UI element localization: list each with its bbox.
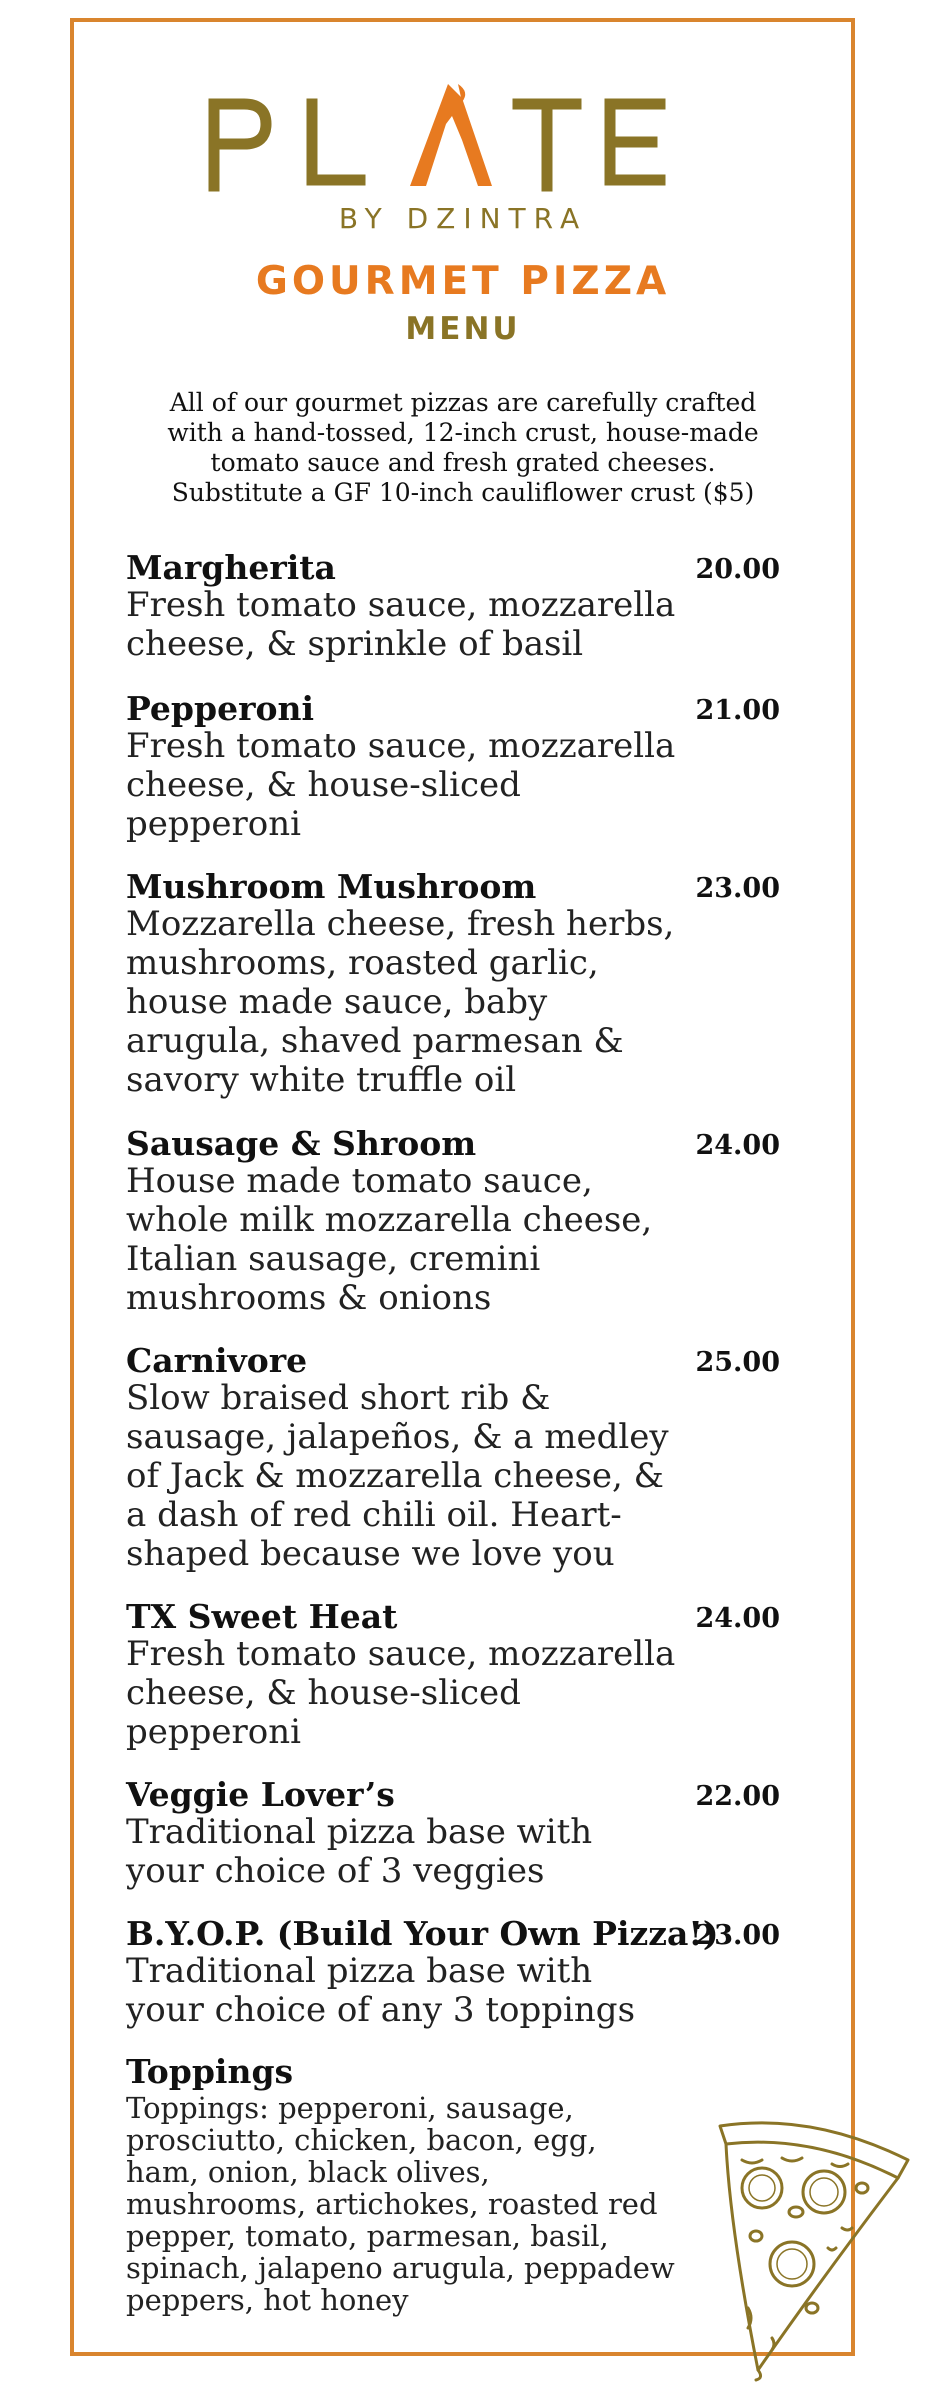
toppings-line: mushrooms, artichokes, roasted red bbox=[126, 2187, 658, 2221]
item-name: Veggie Lover’s bbox=[126, 1775, 395, 1814]
item-description bbox=[126, 1635, 726, 1752]
description-line: Fresh tomato sauce, mozzarella bbox=[126, 585, 676, 625]
description-line: whole milk mozzarella cheese, bbox=[126, 1200, 653, 1240]
toppings-list bbox=[126, 2092, 706, 2316]
item-price: 23.00 bbox=[695, 873, 780, 904]
intro-line: tomato sauce and fresh grated cheeses. bbox=[210, 448, 716, 477]
item-name: Mushroom Mushroom bbox=[126, 867, 537, 906]
description-line: Fresh tomato sauce, mozzarella bbox=[126, 726, 676, 766]
description-line: pepperoni bbox=[126, 1712, 302, 1752]
item-name: TX Sweet Heat bbox=[126, 1597, 398, 1636]
description-line: mushrooms & onions bbox=[126, 1278, 492, 1318]
menu-title: GOURMET PIZZA bbox=[255, 259, 671, 304]
description-line: shaped because we love you bbox=[126, 1534, 615, 1574]
description-line: Mozzarella cheese, fresh herbs, bbox=[126, 904, 675, 944]
description-line: House made tomato sauce, bbox=[126, 1161, 593, 1201]
description-line: Italian sausage, cremini bbox=[126, 1239, 541, 1279]
description-line: Traditional pizza base with bbox=[126, 1812, 593, 1852]
toppings-line: pepper, tomato, parmesan, basil, bbox=[126, 2219, 609, 2253]
description-line: house made sauce, baby bbox=[126, 982, 548, 1022]
description-line: of Jack & mozzarella cheese, & bbox=[126, 1456, 664, 1496]
toppings-line: Toppings: pepperoni, sausage, bbox=[126, 2091, 574, 2125]
item-price: 20.00 bbox=[695, 554, 780, 585]
description-line: savory white truffle oil bbox=[126, 1060, 517, 1100]
menu-subtitle: MENU bbox=[405, 311, 521, 347]
item-price: 22.00 bbox=[695, 1781, 780, 1812]
item-price: 21.00 bbox=[695, 695, 780, 726]
description-line: cheese, & house-sliced bbox=[126, 1673, 521, 1713]
description-line: sausage, jalapeños, & a medley bbox=[126, 1417, 669, 1457]
menu-intro bbox=[110, 388, 816, 508]
description-line: mushrooms, roasted garlic, bbox=[126, 943, 599, 983]
description-line: pepperoni bbox=[126, 804, 302, 844]
item-price: 23.00 bbox=[695, 1920, 780, 1951]
item-description bbox=[126, 586, 726, 664]
intro-line: All of our gourmet pizzas are carefully crafted bbox=[169, 388, 757, 417]
item-description bbox=[126, 727, 726, 844]
brand-byline: BY DZINTRA bbox=[338, 202, 588, 235]
description-line: Slow braised short rib & bbox=[126, 1378, 551, 1418]
item-name: Sausage & Shroom bbox=[126, 1124, 477, 1163]
toppings-title: Toppings bbox=[126, 2052, 294, 2091]
item-price: 24.00 bbox=[695, 1130, 780, 1161]
plate-logo bbox=[200, 80, 726, 192]
description-line: Traditional pizza base with bbox=[126, 1951, 593, 1991]
item-name: B.Y.O.P. (Build Your Own Pizza!) bbox=[126, 1914, 719, 1953]
description-line: your choice of any 3 toppings bbox=[126, 1990, 636, 2030]
description-line: cheese, & house-sliced bbox=[126, 765, 521, 805]
description-line: Fresh tomato sauce, mozzarella bbox=[126, 1634, 676, 1674]
toppings-line: prosciutto, chicken, bacon, egg, bbox=[126, 2123, 597, 2157]
intro-line: with a hand-tossed, 12-inch crust, house-made bbox=[167, 418, 759, 447]
description-line: your choice of 3 veggies bbox=[126, 1851, 545, 1891]
item-description bbox=[126, 905, 726, 1100]
item-description bbox=[126, 1813, 726, 1891]
item-price: 24.00 bbox=[695, 1603, 780, 1634]
item-description bbox=[126, 1952, 726, 2030]
item-name: Pepperoni bbox=[126, 689, 314, 728]
item-description bbox=[126, 1379, 726, 1574]
toppings-line: peppers, hot honey bbox=[126, 2283, 409, 2317]
description-line: arugula, shaved parmesan & bbox=[126, 1021, 624, 1061]
intro-line: Substitute a GF 10-inch cauliflower crust ($5) bbox=[171, 478, 755, 507]
item-description bbox=[126, 1162, 726, 1318]
toppings-line: ham, onion, black olives, bbox=[126, 2155, 490, 2189]
toppings-line: spinach, jalapeno arugula, peppadew bbox=[126, 2251, 675, 2285]
description-line: a dash of red chili oil. Heart- bbox=[126, 1495, 622, 1535]
item-price: 25.00 bbox=[695, 1347, 780, 1378]
item-name: Margherita bbox=[126, 548, 336, 587]
item-name: Carnivore bbox=[126, 1341, 308, 1380]
description-line: cheese, & sprinkle of basil bbox=[126, 624, 584, 664]
pizza-slice-icon bbox=[712, 2108, 916, 2384]
